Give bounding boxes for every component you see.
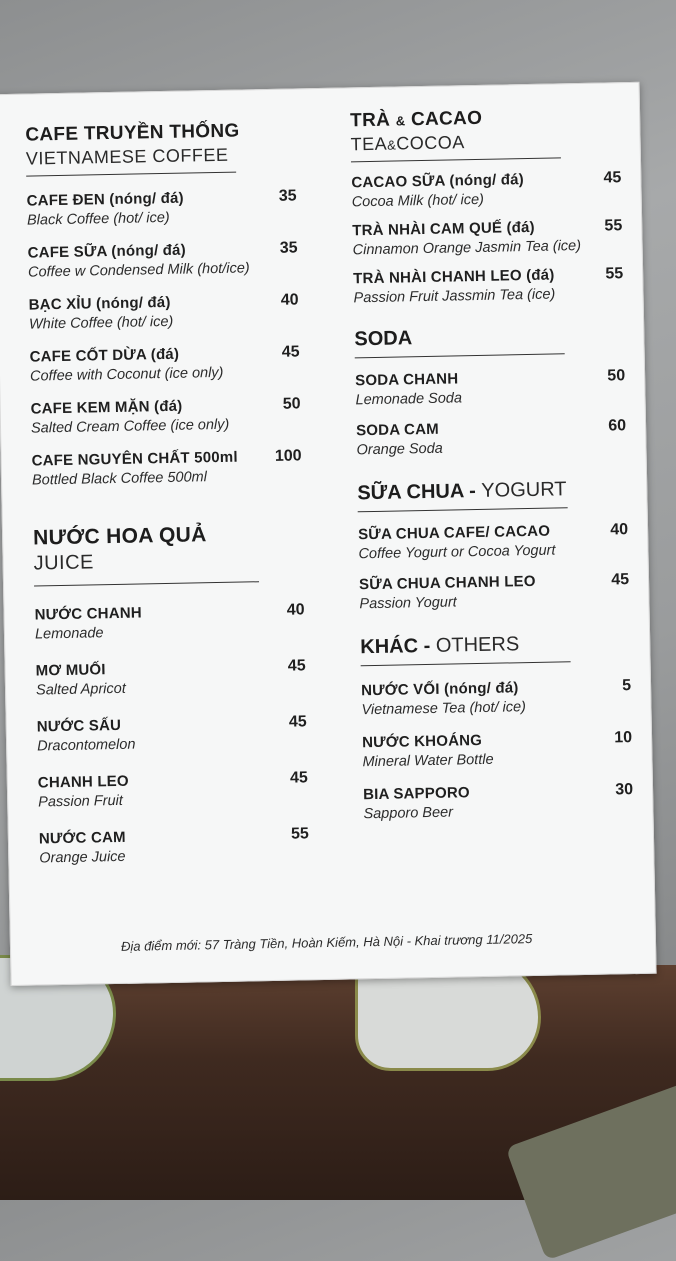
menu-item-price: 100 bbox=[274, 447, 302, 465]
menu-item-description: Bottled Black Coffee 500ml bbox=[31, 469, 208, 489]
menu-item-name: SODA CHANH bbox=[355, 370, 459, 390]
menu-item-price: 45 bbox=[287, 657, 306, 675]
right-column bbox=[350, 105, 634, 822]
others-title bbox=[360, 631, 630, 659]
menu-item-description: Coffee with Coconut (ice only) bbox=[29, 364, 224, 385]
menu-item bbox=[362, 729, 633, 770]
menu-item-name: BIA SAPPORO bbox=[362, 784, 470, 804]
divider bbox=[358, 507, 568, 512]
menu-item bbox=[353, 265, 624, 306]
menu-item bbox=[361, 677, 632, 718]
menu-item-price: 60 bbox=[608, 417, 627, 435]
menu-item-price: 35 bbox=[278, 187, 297, 205]
menu-item-name: CHANH LEO bbox=[37, 772, 129, 792]
soda-title: SODA bbox=[354, 327, 413, 351]
tea-section-header bbox=[350, 105, 621, 162]
menu-item-price: 55 bbox=[290, 825, 310, 843]
menu-item bbox=[29, 291, 300, 332]
menu-item-name: NƯỚC SẤU bbox=[36, 716, 122, 736]
menu-item-description: Cocoa Milk (hot/ ice) bbox=[351, 191, 485, 211]
yogurt-title-light: YOGURT bbox=[481, 478, 567, 502]
menu-item bbox=[355, 367, 626, 408]
menu-item bbox=[27, 187, 298, 228]
tea-items bbox=[351, 169, 623, 306]
tea-title-start: TRÀ bbox=[349, 109, 391, 132]
menu-item-price: 5 bbox=[622, 677, 632, 695]
menu-item-price: 40 bbox=[610, 521, 629, 539]
menu-item-name: NƯỚC KHOÁNG bbox=[361, 731, 483, 752]
menu-item-name: CAFE SỮA (nóng/ đá) bbox=[27, 241, 186, 262]
tea-subtitle-start: TEA bbox=[350, 133, 388, 155]
menu-item bbox=[38, 769, 309, 810]
yogurt-title-bold: SỮA CHUA - bbox=[357, 480, 476, 505]
menu-item-description: Coffee w Condensed Milk (hot/ice) bbox=[27, 260, 250, 281]
menu-item-description: Passion Fruit bbox=[38, 792, 123, 811]
menu-item bbox=[352, 217, 623, 258]
yogurt-items bbox=[358, 521, 630, 612]
menu-item-name: SỮA CHUA CAFE/ CACAO bbox=[357, 522, 551, 544]
menu-item-description: Salted Cream Coffee (ice only) bbox=[30, 416, 230, 437]
menu-item-price: 10 bbox=[614, 729, 633, 747]
menu-item-description: Sapporo Beer bbox=[363, 804, 454, 823]
menu-item-name: SODA CAM bbox=[355, 420, 440, 440]
menu-item bbox=[37, 713, 308, 754]
menu-item-name: NƯỚC CHANH bbox=[34, 604, 142, 624]
menu-item-price: 55 bbox=[605, 265, 624, 283]
coffee-items bbox=[27, 187, 303, 488]
yogurt-section-header bbox=[357, 477, 628, 512]
menu-item-description: Black Coffee (hot/ ice) bbox=[26, 209, 170, 229]
menu-item-description: White Coffee (hot/ ice) bbox=[28, 313, 174, 333]
menu-item-name: SỮA CHUA CHANH LEO bbox=[358, 572, 536, 594]
menu-item-name: CAFE ĐEN (nóng/ đá) bbox=[26, 189, 184, 210]
juice-section-header bbox=[33, 521, 304, 586]
menu-item bbox=[351, 169, 622, 210]
juice-items bbox=[34, 601, 309, 866]
coffee-subtitle: VIETNAMESE COFFEE bbox=[25, 144, 229, 169]
menu-item bbox=[39, 825, 310, 866]
yogurt-title bbox=[357, 477, 627, 505]
menu-item-description: Vietnamese Tea (hot/ ice) bbox=[361, 699, 527, 719]
tea-subtitle bbox=[350, 129, 620, 155]
menu-item-description: Cinnamon Orange Jasmin Tea (ice) bbox=[352, 237, 582, 259]
menu-item bbox=[28, 239, 299, 280]
menu-item bbox=[356, 417, 627, 458]
menu-item-price: 45 bbox=[289, 769, 308, 787]
coffee-title: CAFE TRUYỀN THỐNG bbox=[25, 120, 240, 146]
menu-item-price: 45 bbox=[288, 713, 307, 731]
tea-subtitle-end: COCOA bbox=[396, 132, 466, 154]
menu-item bbox=[30, 343, 301, 384]
soda-section-header bbox=[354, 323, 625, 358]
footer-address: Địa điểm mới: 57 Tràng Tiền, Hoàn Kiếm, Hà Nội - Khai trương 11/2025 bbox=[120, 931, 533, 954]
menu-item-price: 50 bbox=[282, 395, 301, 413]
menu-item-name: CACAO SỮA (nóng/ đá) bbox=[351, 171, 525, 192]
menu-item-description: Mineral Water Bottle bbox=[362, 751, 494, 771]
soda-items bbox=[355, 367, 627, 458]
left-column bbox=[25, 119, 309, 866]
divider bbox=[26, 172, 236, 177]
menu-item bbox=[363, 781, 634, 822]
juice-subtitle: JUICE bbox=[33, 551, 95, 575]
menu-item-description: Passion Yogurt bbox=[359, 594, 457, 613]
menu-item-name: CAFE NGUYÊN CHẤT 500ml bbox=[31, 448, 238, 470]
tea-title-end: CACAO bbox=[410, 107, 483, 131]
menu-item-description: Salted Apricot bbox=[35, 680, 126, 699]
menu-item-name: TRÀ NHÀI CAM QUẾ (đá) bbox=[352, 218, 535, 240]
menu-item bbox=[34, 601, 305, 642]
menu-item-price: 55 bbox=[604, 217, 623, 235]
menu-item-description: Orange Juice bbox=[39, 848, 126, 867]
divider bbox=[361, 661, 571, 666]
menu-item-description: Dracontomelon bbox=[36, 736, 136, 755]
juice-title: NƯỚC HOA QUẢ bbox=[32, 523, 207, 550]
menu-item bbox=[36, 657, 307, 698]
menu-item-name: NƯỚC VỐI (nóng/ đá) bbox=[360, 679, 519, 700]
others-items bbox=[361, 677, 634, 822]
menu-item-name: TRÀ NHÀI CHANH LEO (đá) bbox=[353, 266, 555, 288]
menu-item-name: NƯỚC CAM bbox=[38, 828, 126, 848]
menu-item bbox=[359, 571, 630, 612]
menu-item-price: 50 bbox=[607, 367, 626, 385]
others-title-bold: KHÁC - bbox=[360, 634, 431, 659]
menu-item bbox=[358, 521, 629, 562]
menu-item-price: 45 bbox=[281, 343, 300, 361]
coffee-section-header bbox=[25, 119, 296, 176]
menu-item-description: Lemonade Soda bbox=[355, 390, 463, 409]
menu-item-description: Lemonade bbox=[34, 625, 104, 643]
menu-item-name: BẠC XỈU (nóng/ đá) bbox=[28, 293, 171, 314]
divider bbox=[34, 581, 259, 586]
menu-item-description: Passion Fruit Jassmin Tea (ice) bbox=[353, 286, 556, 307]
menu-item-name: CAFE KEM MẶN (đá) bbox=[30, 397, 183, 418]
menu-item-price: 30 bbox=[615, 781, 634, 799]
menu-item-price: 40 bbox=[286, 601, 305, 619]
divider bbox=[351, 157, 561, 162]
menu-item-description: Orange Soda bbox=[356, 440, 443, 459]
menu-item-name: MƠ MUỐI bbox=[35, 661, 106, 680]
menu-item-price: 35 bbox=[279, 239, 298, 257]
menu-item bbox=[31, 395, 302, 436]
menu-item bbox=[31, 447, 302, 488]
menu-item-name: CAFE CỐT DỪA (đá) bbox=[29, 345, 180, 366]
menu-item-price: 45 bbox=[603, 169, 622, 187]
tea-title bbox=[350, 105, 620, 132]
menu-item-price: 40 bbox=[280, 291, 299, 309]
divider bbox=[355, 353, 565, 358]
tea-subtitle-amp: & bbox=[387, 137, 397, 153]
menu-card bbox=[0, 82, 657, 986]
others-title-light: OTHERS bbox=[435, 633, 520, 657]
tea-title-amp: & bbox=[395, 113, 406, 129]
menu-item-price: 45 bbox=[611, 571, 630, 589]
menu-item-description: Coffee Yogurt or Cocoa Yogurt bbox=[358, 542, 556, 563]
others-section-header bbox=[360, 631, 631, 666]
